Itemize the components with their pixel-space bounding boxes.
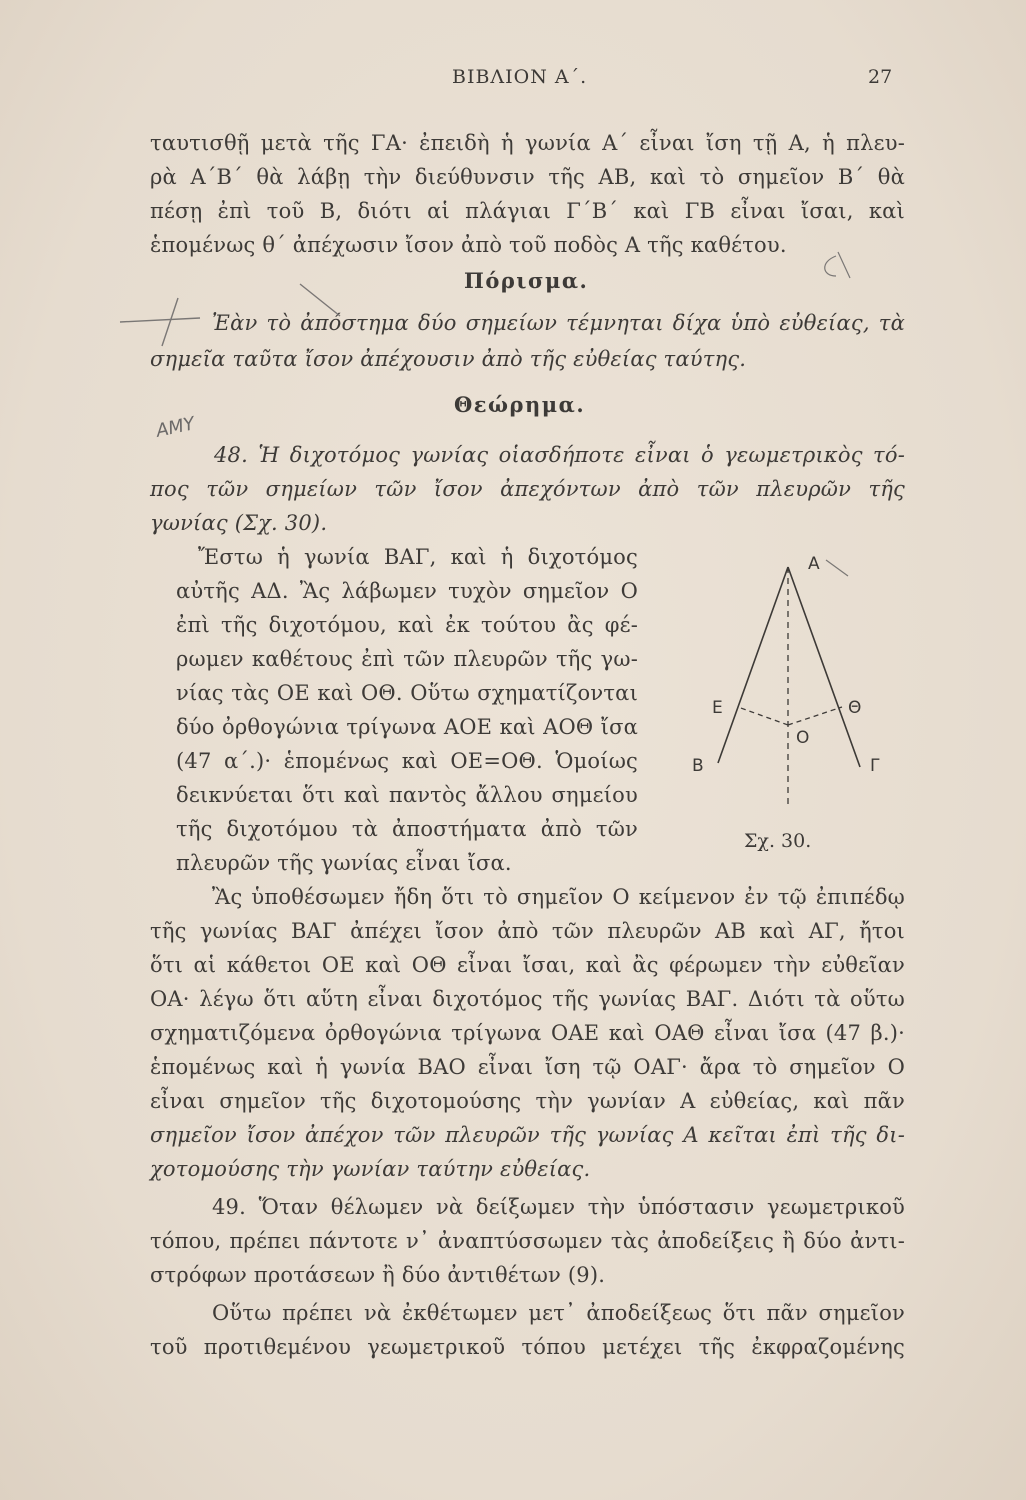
text-line: πέσῃ ἐπὶ τοῦ Β, διότι αἱ πλάγιαι Γ΄Β΄ καὶ ΓΒ εἶναι ἴσαι, καὶ bbox=[150, 199, 905, 223]
label-g: Γ bbox=[870, 756, 880, 776]
proof-line: πλευρῶν τῆς γωνίας εἶναι ἴσα. bbox=[176, 851, 512, 875]
proof-line: χοτομούσης τὴν γωνίαν ταύτην εὐθείας. bbox=[150, 1157, 591, 1181]
perpendicular-otheta bbox=[788, 707, 842, 725]
proof-line: ὅτι αἱ κάθετοι ΟΕ καὶ ΟΘ εἶναι ἴσαι, καὶ ἂς φέρωμεν τὴν εὐθεῖαν bbox=[150, 953, 905, 977]
proof-line: αὐτῆς ΑΔ. Ἂς λάβωμεν τυχὸν σημεῖον Ο bbox=[176, 579, 638, 603]
porisma-line: σημεῖα ταῦτα ἴσον ἀπέχουσιν ἀπὸ τῆς εὐθείας ταύτης. bbox=[150, 347, 747, 371]
proof-line: ΟΑ· λέγω ὅτι αὕτη εἶναι διχοτόμος τῆς γωνίας ΒΑΓ. Διότι τὰ οὕτω bbox=[150, 987, 905, 1011]
running-title: ΒΙΒΛΙΟΝ Α΄. bbox=[452, 66, 588, 88]
label-o: O bbox=[796, 728, 810, 748]
proof-line: τῆς διχοτόμου τὰ ἀποστήματα ἀπὸ τῶν bbox=[176, 817, 638, 841]
label-e: E bbox=[712, 698, 723, 718]
proof-line: Ἂς ὑποθέσωμεν ἤδη ὅτι τὸ σημεῖον Ο κείμενον ἐν τῷ ἐπιπέδῳ bbox=[212, 885, 905, 909]
text-line: ταυτισθῇ μετὰ τῆς ΓΑ· ἐπειδὴ ἡ γωνία Α΄ εἶναι ἴση τῇ Α, ἡ πλευ- bbox=[150, 131, 905, 155]
page-number: 27 bbox=[868, 66, 893, 88]
proof-line: τῆς γωνίας ΒΑΓ ἀπέχει ἴσον ἀπὸ τῶν πλευρῶν ΑΒ καὶ ΑΓ, ἤτοι bbox=[150, 919, 905, 943]
theorema-line: 48. Ἡ διχοτόμος γωνίας οἱασδήποτε εἶναι ὁ γεωμετρικὸς τό- bbox=[214, 443, 905, 467]
pencil-cross-mark bbox=[162, 298, 178, 346]
text-line: Οὕτω πρέπει νὰ ἐκθέτωμεν μετ᾿ ἀποδείξεως ὅτι πᾶν σημεῖον bbox=[212, 1301, 905, 1325]
pencil-dash-mark bbox=[120, 318, 200, 322]
text-line: τοῦ προτιθεμένου γεωμετρικοῦ τόπου μετέχει τῆς ἐκφραζομένης bbox=[150, 1335, 905, 1359]
perpendicular-oe bbox=[738, 707, 788, 725]
proof-line: Ἔστω ἡ γωνία ΒΑΓ, καὶ ἡ διχοτόμος bbox=[198, 545, 638, 569]
figure-30 bbox=[680, 545, 920, 865]
theorema-heading: Θεώρημα. bbox=[454, 392, 586, 417]
proof-line: δύο ὀρθογώνια τρίγωνα ΑΟΕ καὶ ΑΟΘ ἴσα bbox=[176, 715, 638, 739]
proof-line: ἐπὶ τῆς διχοτόμου, καὶ ἐκ τούτου ἂς φέ- bbox=[176, 613, 638, 637]
porisma-heading: Πόρισμα. bbox=[464, 268, 589, 293]
proof-line: δεικνύεται ὅτι καὶ παντὸς ἄλλου σημείου bbox=[176, 783, 638, 807]
text-line: ἑπομένως θ΄ ἀπέχωσιν ἴσον ἀπὸ τοῦ ποδὸς Α τῆς καθέτου. bbox=[150, 233, 787, 257]
proof-line: ρωμεν καθέτους ἐπὶ τῶν πλευρῶν τῆς γω- bbox=[176, 647, 638, 671]
text-line: στρόφων προτάσεων ἢ δύο ἀντιθέτων (9). bbox=[150, 1263, 606, 1287]
proof-line: εἶναι σημεῖον τῆς διχοτομούσης τὴν γωνίαν Α εὐθείας, καὶ πᾶν bbox=[150, 1089, 905, 1113]
pencil-note: AMY bbox=[154, 413, 197, 442]
proof-line: σχηματιζόμενα ὀρθογώνια τρίγωνα ΟΑΕ καὶ ΟΑΘ εἶναι ἴσα (47 β.)· bbox=[150, 1021, 905, 1045]
text-line: τόπου, πρέπει πάντοτε ν᾿ ἀναπτύσσωμεν τὰς ἀποδείξεις ἢ δύο ἀντι- bbox=[150, 1229, 905, 1253]
side-ab bbox=[718, 567, 788, 763]
proof-line: (47 α΄.)· ἑπομένως καὶ ΟΕ=ΟΘ. Ὁμοίως bbox=[176, 749, 638, 773]
figure-30-diagram bbox=[680, 545, 920, 825]
proof-line: σημεῖον ἴσον ἀπέχον τῶν πλευρῶν τῆς γωνίας Α κεῖται ἐπὶ τῆς δι- bbox=[150, 1123, 905, 1147]
proof-line: ἑπομένως καὶ ἡ γωνία ΒΑΟ εἶναι ἴση τῷ ΟΑΓ· ἄρα τὸ σημεῖον Ο bbox=[150, 1055, 905, 1079]
label-b: B bbox=[692, 756, 704, 776]
text-line: ρὰ Α΄Β΄ θὰ λάβῃ τὴν διεύθυνσιν τῆς ΑΒ, καὶ τὸ σημεῖον Β΄ θὰ bbox=[150, 165, 905, 189]
page-header bbox=[0, 66, 1026, 96]
label-theta: Θ bbox=[848, 698, 862, 718]
text-line: 49. Ὅταν θέλωμεν νὰ δείξωμεν τὴν ὑπόστασιν γεωμετρικοῦ bbox=[212, 1195, 905, 1219]
porisma-line: Ἐὰν τὸ ἀπόστημα δύο σημείων τέμνηται δίχα ὑπὸ εὐθείας, τὰ bbox=[212, 311, 905, 335]
theorema-line: γωνίας (Σχ. 30). bbox=[150, 511, 328, 535]
label-a: A bbox=[808, 554, 820, 574]
theorema-line: πος τῶν σημείων τῶν ἴσον ἀπεχόντων ἀπὸ τῶν πλευρῶν τῆς bbox=[150, 477, 905, 501]
figure-caption: Σχ. 30. bbox=[744, 830, 812, 852]
proof-line: νίας τὰς ΟΕ καὶ ΟΘ. Οὕτω σχηματίζονται bbox=[176, 681, 638, 705]
